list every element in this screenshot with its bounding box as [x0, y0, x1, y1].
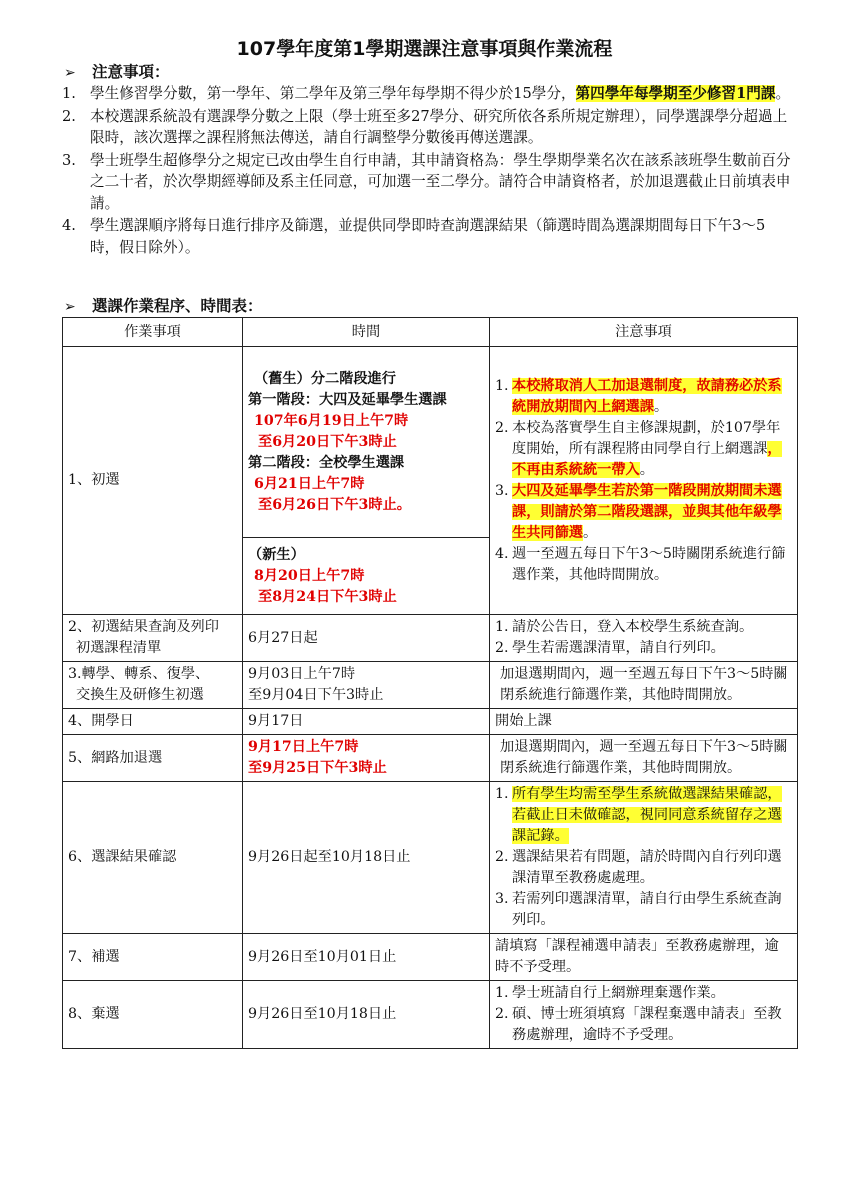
time-cell: 9月03日上午7時 至9月04日下午3時止: [243, 662, 490, 709]
note-item: 4. 學生選課順序將每日進行排序及篩選，並提供同學即時查詢選課結果（篩選時間為選課期間每日下午3～5時，假日除外）。: [62, 217, 766, 256]
arrow-bullet-icon: ➢: [64, 65, 76, 81]
note-cell: 請填寫「課程補選申請表」至教務處辦理，逾時不予受理。: [490, 934, 798, 981]
note-item: 3. 學士班學生超修學分之規定已改由學生自行申請，其申請資格為：學生學期學業名次在該系該班學生數前百分之二十者，於次學期經導師及系主任同意，可加選一至二學分。請符合申請資格者，於加退選截止日前填表申請。: [62, 151, 791, 212]
notes-heading: ➢ 注意事項：: [64, 63, 170, 81]
item-cell: 6、選課結果確認: [63, 782, 243, 934]
schedule-heading: ➢ 選課作業程序、時間表：: [64, 297, 263, 315]
time-cell: 6月27日起: [243, 615, 490, 662]
note-cell: [490, 615, 798, 662]
note-cell: 加退選期間內，週一至週五每日下午3～5時關閉系統進行篩選作業，其他時間開放。: [490, 735, 798, 782]
note-cell: [490, 981, 798, 1049]
list-item: 1. 本校將取消人工加退選制度，故請務必於系統開放期間內上網選課。: [495, 377, 782, 415]
table-row: [63, 662, 798, 709]
note-item: 2. 本校選課系統設有選課學分數之上限（學士班至多27學分、研究所依各系所規定辦理），同學選課學分超過上限時，該次選擇之課程將無法傳送，請自行調整學分數後再傳送選課。: [62, 107, 788, 146]
item-cell: 2、初選結果查詢及列印 初選課程清單: [63, 615, 243, 662]
list-item: 3. 大四及延畢學生若於第一階段開放期間未選課，則請於第二階段選課，並與其他年級學生共同篩選。: [495, 482, 782, 541]
table-row: [63, 709, 798, 735]
list-item: 4. 週一至週五每日下午3～5時關閉系統進行篩選作業，其他時間開放。: [495, 545, 786, 583]
time-cell: 9月17日: [243, 709, 490, 735]
time-cell: 9月17日上午7時 至9月25日下午3時止: [243, 735, 490, 782]
table-row: [63, 981, 798, 1049]
column-header: 時間: [243, 318, 490, 347]
arrow-bullet-icon: ➢: [64, 299, 76, 315]
time-cell: 9月26日至10月01日止: [243, 934, 490, 981]
item-cell: 8、棄選: [63, 981, 243, 1049]
notes-list: [62, 83, 792, 259]
list-item: 2. 碩、博士班須填寫「課程棄選申請表」至教務處辦理，逾時不予受理。: [495, 1006, 782, 1043]
time-cell: 9月26日至10月18日止: [243, 981, 490, 1049]
list-item: 1. 學士班請自行上網辦理棄選作業。: [495, 985, 725, 1001]
list-item: 2. 學生若需選課清單，請自行列印。: [495, 640, 725, 656]
note-cell: [490, 782, 798, 934]
item-cell: 5、網路加退選: [63, 735, 243, 782]
table-row: [63, 934, 798, 981]
item-cell: 7、補選: [63, 934, 243, 981]
time-cell: （舊生）分二階段進行 第一階段：大四及延畢學生選課 107年6月19日上午7時 至6月20日下午3時止 第二階段：全校學生選課 6月21日上午7時 至6月26日下午3時止。: [243, 347, 490, 538]
column-header: 注意事項: [490, 318, 798, 347]
note-cell: [490, 347, 798, 615]
table-row: [63, 347, 798, 538]
time-cell: 9月26日起至10月18日止: [243, 782, 490, 934]
table-row: [63, 615, 798, 662]
time-cell: （新生） 8月20日上午7時 至8月24日下午3時止: [243, 538, 490, 615]
table-header-row: [63, 318, 798, 347]
item-cell: 3.轉學、轉系、復學、 交換生及研修生初選: [63, 662, 243, 709]
list-item: 1. 請於公告日，登入本校學生系統查詢。: [495, 619, 754, 635]
list-item: 2. 選課結果若有問題，請於時間內自行列印選課清單至教務處處理。: [495, 849, 782, 886]
schedule-table: [62, 317, 798, 1049]
list-item: 1. 所有學生均需至學生系統做選課結果確認，若截止日未做確認，視同同意系統留存之選課記錄。: [495, 786, 782, 844]
list-item: 3. 若需列印選課清單，請自行由學生系統查詢列印。: [495, 891, 782, 928]
note-cell: 加退選期間內，週一至週五每日下午3～5時關閉系統進行篩選作業，其他時間開放。: [490, 662, 798, 709]
note-cell: 開始上課: [490, 709, 798, 735]
table-row: [63, 782, 798, 934]
note-item: 1. 學生修習學分數，第一學年、第二學年及第三學年每學期不得少於15學分，第四學年每學期至少修習1門課。: [62, 85, 791, 102]
page-title: 107學年度第1學期選課注意事項與作業流程: [236, 38, 613, 60]
list-item: 2. 本校為落實學生自主修課規劃，於107學年度開始，所有課程將由同學自行上網選課，不再由系統統一帶入。: [495, 419, 782, 478]
highlighted-text: 第四學年每學期至少修習1門課: [575, 85, 776, 102]
table-row: [63, 735, 798, 782]
item-cell: 4、開學日: [63, 709, 243, 735]
item-cell: 1、初選: [63, 347, 243, 615]
column-header: 作業事項: [63, 318, 243, 347]
